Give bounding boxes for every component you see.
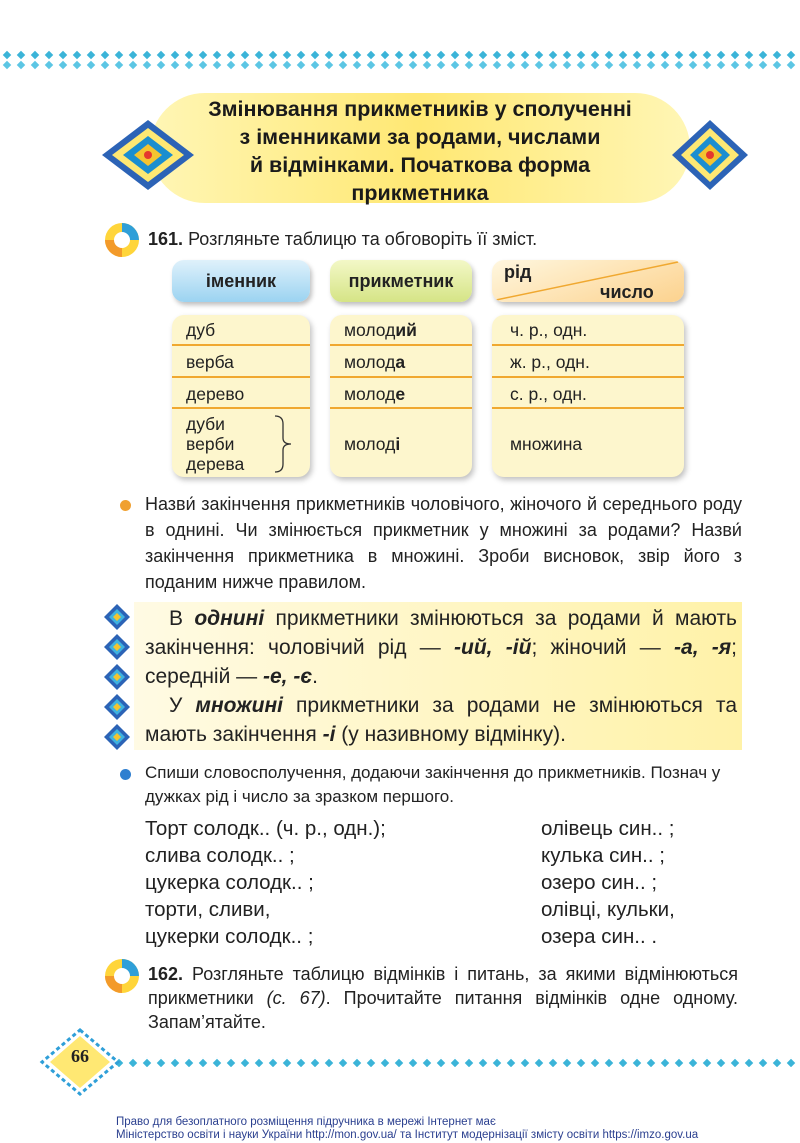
- page-title: [160, 95, 680, 207]
- task-161: [148, 227, 748, 251]
- header-noun: [172, 260, 310, 302]
- header-gender-number: [492, 260, 684, 302]
- bottom-ornament: [0, 1028, 800, 1098]
- blue-bullet-icon: [120, 769, 131, 780]
- title-line: з іменниками за родами, числами: [239, 125, 601, 149]
- row-divider: [172, 344, 310, 346]
- header-adjective-label: прикметник: [348, 270, 454, 291]
- row-divider: [492, 376, 684, 378]
- discussion-task-icon: [104, 958, 140, 994]
- exercise-line: цукерка солодк.. ;: [145, 871, 314, 894]
- footer-line: Міністерство освіти і науки України http://mon.gov.ua/ та Інститут модернізації змісту освіти https://imzo.gov.ua: [116, 1129, 699, 1141]
- right-rhombus-ornament: [670, 118, 750, 192]
- exercise-left-column: [145, 815, 386, 950]
- page-number: 66: [71, 1046, 89, 1066]
- exercise-line: кулька син.. ;: [541, 844, 665, 867]
- adjective-cell: молоді: [344, 434, 401, 454]
- ending-neuter: -е, -є: [263, 665, 313, 688]
- keyword-singular: однині: [194, 607, 265, 630]
- rule-text: [145, 604, 737, 749]
- adjective-cell: молода: [344, 352, 406, 372]
- adjective-column: [330, 315, 472, 477]
- task-number: 161.: [148, 229, 184, 249]
- task-number: 162.: [148, 964, 184, 984]
- adjective-ending: а: [395, 352, 406, 372]
- exercise-line: цукерки солодк.. ;: [145, 925, 314, 948]
- embroidery-ornament: [100, 602, 134, 750]
- exercise-line: слива солодк.. ;: [145, 844, 295, 867]
- form-cell: множина: [510, 434, 583, 454]
- title-line: Змінювання прикметників у сполученні: [208, 97, 632, 121]
- row-divider: [172, 407, 310, 409]
- header-number-label: число: [600, 282, 654, 302]
- rule-paragraph-singular: В однині прикметники змінюються за родами й мають закінчення: чоловічий рід — -ий, -ій; жіночий — -а, -я; середній — -е, -є.: [145, 607, 737, 688]
- exercise-line: озеро син.. ;: [541, 871, 658, 894]
- ending-masculine: -ий, -ій: [454, 636, 532, 659]
- form-cell: ч. р., одн.: [510, 320, 588, 340]
- orange-bullet-icon: [120, 500, 131, 511]
- exercise-line: олівець син.. ;: [541, 817, 675, 840]
- title-line: й відмінками. Початкова форма: [249, 153, 591, 177]
- adjective-cell: молоде: [344, 384, 406, 404]
- adjective-cell: молодий: [344, 320, 417, 340]
- exercise-line: Торт солодк.. (ч. р., одн.);: [145, 817, 386, 840]
- question-paragraph: Назви́ закінчення прикметників чоловічого, жіночого й середнього роду в однині. Чи змінюється прикметник у множині за родами? Назви́ закінчення прикметника в множині. Зроби висновок, звір його з поданим нижче правилом.: [145, 494, 742, 592]
- discussion-task-icon: [104, 222, 140, 258]
- exercise-line: озера син.. .: [541, 925, 658, 948]
- page-reference: (с. 67): [266, 988, 326, 1008]
- exercise-right-column: [541, 815, 675, 950]
- plural-noun-cell: верби: [186, 434, 235, 454]
- keyword-plural: множині: [195, 694, 283, 717]
- adjective-ending: е: [395, 384, 406, 404]
- forms-column: [492, 315, 684, 477]
- header-adjective: [330, 260, 472, 302]
- row-divider: [492, 407, 684, 409]
- noun-cell: верба: [186, 352, 234, 372]
- header-noun-label: іменник: [205, 270, 277, 291]
- plural-noun-cell: дуби: [186, 414, 225, 434]
- exercise-instruction: Спиши словосполучення, додаючи закінчення до прикметників. Познач у дужках рід і число за зразком першого.: [145, 763, 721, 806]
- form-cell: с. р., одн.: [510, 384, 587, 404]
- rule-box: [100, 602, 742, 750]
- row-divider: [172, 376, 310, 378]
- footer-line: Право для безоплатного розміщення підручника в мережі Інтернет має: [116, 1116, 496, 1128]
- row-divider: [330, 344, 472, 346]
- ending-plural: -і: [322, 723, 336, 746]
- noun-cell: дерево: [186, 384, 245, 404]
- row-divider: [492, 344, 684, 346]
- exercise-line: олівці, кульки,: [541, 898, 675, 921]
- copyright-footer: [116, 1116, 698, 1142]
- top-ornament-border: [0, 50, 800, 70]
- noun-column: [172, 315, 310, 477]
- header-gender-label: рід: [504, 262, 532, 282]
- task-162: 162. Розгляньте таблицю відмінків і питань, за якими відмінюються прикметники (с. 67). Прочитайте питання відмінків одне одному. Запам’ятайте.: [148, 964, 738, 1032]
- task-text: Розгляньте таблицю та обговоріть її зміст.: [188, 229, 538, 249]
- adjective-ending: і: [395, 434, 401, 454]
- noun-cell: дуб: [186, 320, 216, 340]
- row-divider: [330, 376, 472, 378]
- title-line: прикметника: [351, 181, 489, 205]
- exercise-line: торти, сливи,: [145, 898, 271, 921]
- curly-brace: [272, 414, 294, 474]
- row-divider: [330, 407, 472, 409]
- form-cell: ж. р., одн.: [510, 352, 590, 372]
- plural-noun-cell: дерева: [186, 454, 245, 474]
- adjective-ending: ий: [395, 320, 417, 340]
- rule-paragraph-plural: У множині прикметники за родами не змінюються та мають закінчення -і (у називному відмінку).: [145, 694, 737, 746]
- ending-feminine: -а, -я: [674, 636, 732, 659]
